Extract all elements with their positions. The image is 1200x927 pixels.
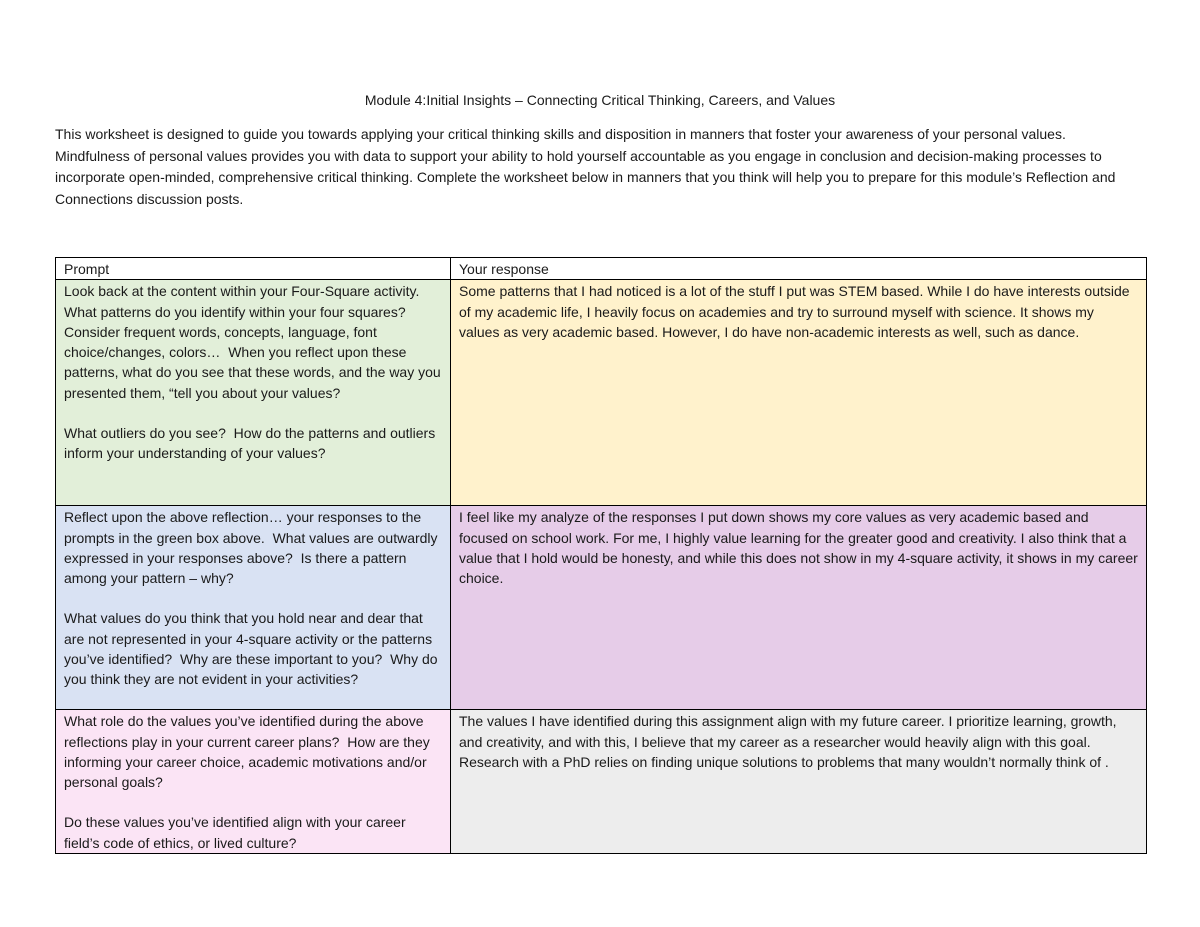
table-row (56, 710, 1147, 854)
worksheet-table (55, 257, 1147, 854)
prompt-text: What role do the values you’ve identified during the above reflections play in your current career plans? How are they informing your career choice, academic motivations and/or personal goals? (64, 713, 434, 791)
page-title: Module 4:Initial Insights – Connecting Critical Thinking, Careers, and Values (364, 92, 836, 108)
prompt-text: Look back at the content within your Four-Square activity. What patterns do you identify within your four squares? Consider frequent words, concepts, language, font choice/changes, colors… When you reflect upon these patterns, what do you see that these words, and the way you presented them, “tell you about your values? (64, 283, 445, 401)
prompt-text: What outliers do you see? How do the patterns and outliers inform your understanding of your values? (64, 425, 440, 462)
response-text: Some patterns that I had noticed is a lot of the stuff I put was STEM based. While I do have interests outside of my academic life, I heavily focus on academies and try to surround myself with science. It shows my values as very academic based. However, I do have non-academic interests as well, such as dance. (459, 283, 1134, 340)
prompt-column-header: Prompt (56, 258, 451, 280)
response-cell-patterns[interactable] (451, 280, 1147, 506)
response-text: The values I have identified during this assignment align with my future career. I prioritize learning, growth, and creativity, and with this, I believe that my career as a researcher would heavily align with this goal. Research with a PhD relies on finding unique solutions to problems that many wouldn’t normally think of . (459, 713, 1121, 770)
prompt-cell-values (56, 506, 451, 710)
prompt-text: Do these values you’ve identified align with your career field’s code of ethics, or lived culture? (64, 814, 410, 851)
response-cell-career[interactable] (451, 710, 1147, 854)
intro-paragraph: This worksheet is designed to guide you towards applying your critical thinking skills and disposition in manners that foster your awareness of your personal values. Mindfulness of personal values provides you with data to support your ability to hold yourself accountable as you engage in conclusion and decision-making processes to incorporate open-minded, comprehensive critical thinking. Complete the worksheet below in manners that you think will help you to prepare for this module’s Reflection and Connections discussion posts. (55, 126, 1116, 207)
prompt-text: What values do you think that you hold near and dear that are not represented in your 4-square activity or the patterns you’ve identified? Why are these important to you? Why do you think they are not evident in your activities? (64, 610, 442, 688)
prompt-cell-patterns (56, 280, 451, 506)
response-cell-values[interactable] (451, 506, 1147, 710)
response-text: I feel like my analyze of the responses I put down shows my core values as very academic based and focused on school work. For me, I highly value learning for the greater good and creativity. I also think that a value that I hold would be honesty, and while this does not show in my 4-square activity, it shows in my career choice. (459, 509, 1142, 587)
table-header-row (56, 258, 1147, 280)
table-row (56, 506, 1147, 710)
prompt-cell-career (56, 710, 451, 854)
prompt-text: Reflect upon the above reflection… your responses to the prompts in the green box above. What values are outwardly expressed in your responses above? Is there a pattern among your pattern – why? (64, 509, 442, 587)
response-column-header: Your response (451, 258, 1147, 280)
table-row (56, 280, 1147, 506)
